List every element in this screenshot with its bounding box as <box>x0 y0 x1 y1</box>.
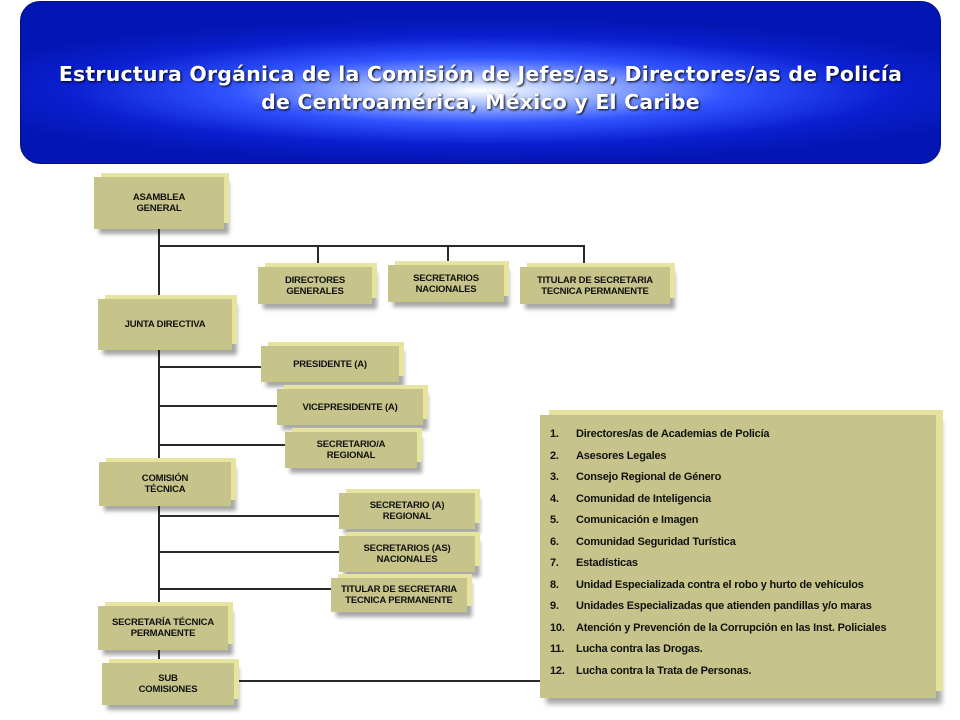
secretario-regional-box <box>285 432 417 468</box>
secretario-reg-label-2: REGIONAL <box>326 450 376 461</box>
drop-titular1 <box>583 245 585 267</box>
sec-nacionales2-label-2: NACIONALES <box>376 554 438 565</box>
sec-nacionales2-label-1: SECRETARIOS (AS) <box>363 543 451 554</box>
branch-sec-regional2 <box>159 515 339 517</box>
list-item: 11. Lucha contra las Drogas. <box>550 643 703 655</box>
list-item: 4. Comunidad de Inteligencia <box>550 492 711 505</box>
titular1-label-2: TECNICA PERMANENTE <box>541 285 649 297</box>
subcomisiones-list <box>540 415 936 685</box>
sec-regional2-label-1: SECRETARIO (A) <box>369 500 445 511</box>
asamblea-general-box <box>94 177 224 229</box>
secretarios-label-1: SECRETARIOS <box>413 272 479 284</box>
branch-secretario-reg <box>159 444 285 446</box>
top-branch-line <box>159 245 584 247</box>
secretario-regional-box-2 <box>339 493 475 529</box>
presidente-box <box>261 346 399 382</box>
list-item: 2. Asesores Legales <box>550 449 667 462</box>
comision-label-2: TÉCNICA <box>144 484 186 495</box>
title-line-1: Estructura Orgánica de la Comisión de Jefes/as, Directores/as de Policía <box>58 62 903 86</box>
branch-titular2 <box>159 588 331 590</box>
list-item: 7. Estadísticas <box>550 557 638 569</box>
drop-secretarios <box>447 245 449 265</box>
branch-subcomisiones <box>236 680 540 682</box>
drop-directores <box>317 245 319 267</box>
branch-vicepresidente <box>159 405 277 407</box>
subcomisiones-list-panel <box>540 415 936 698</box>
titular-secretaria-box-2 <box>331 578 467 612</box>
secretario-reg-label-1: SECRETARIO/A <box>316 439 386 450</box>
secretarios-label-2: NACIONALES <box>415 283 477 295</box>
junta-label: JUNTA DIRECTIVA <box>124 319 206 330</box>
secretarios-nacionales-box-2 <box>339 536 475 572</box>
branch-sec-nacionales2 <box>159 551 339 553</box>
list-item: 12. Lucha contra la Trata de Personas. <box>550 664 752 677</box>
comision-tecnica-box <box>99 462 231 506</box>
list-item: 5. Comunicación e Imagen <box>550 514 699 526</box>
comision-label-1: COMISIÓN <box>141 473 189 484</box>
directores-label-2: GENERALES <box>286 285 344 297</box>
sub-comisiones-box <box>102 663 234 705</box>
titular-secretaria-box-top <box>520 267 670 304</box>
page-title <box>21 60 940 116</box>
junta-directiva-box <box>98 299 232 350</box>
list-item: 8. Unidad Especializada contra el robo y hurto de vehículos <box>550 578 864 591</box>
title-banner <box>20 1 941 164</box>
branch-presidente <box>159 366 261 368</box>
list-item: 1. Directores/as de Academias de Policía <box>550 428 770 440</box>
list-item: 3. Consejo Regional de Género <box>550 471 722 483</box>
list-item: 6. Comunidad Seguridad Turística <box>550 535 736 548</box>
stp-label-1: SECRETARÍA TÉCNICA <box>112 617 214 628</box>
titular2-label-2: TECNICA PERMANENTE <box>345 595 453 606</box>
presidente-label: PRESIDENTE (A) <box>293 358 367 370</box>
title-line-2: de Centroamérica, México y El Caribe <box>261 90 700 114</box>
asamblea-label-2: GENERAL <box>136 203 182 214</box>
directores-generales-box <box>258 267 372 304</box>
sub-label-1: SUB <box>158 673 178 684</box>
titular1-label-1: TITULAR DE SECRETARIA <box>537 274 653 286</box>
secretarios-nacionales-box <box>388 265 504 302</box>
sec-regional2-label-2: REGIONAL <box>382 511 432 522</box>
list-item: 10. Atención y Prevención de la Corrupción en las Inst. Policiales <box>550 621 887 634</box>
stp-label-2: PERMANENTE <box>130 628 196 639</box>
list-item: 9. Unidades Especializadas que atienden pandillas y/o maras <box>550 600 872 612</box>
sub-label-2: COMISIONES <box>138 684 198 695</box>
titular2-label-1: TITULAR DE SECRETARIA <box>341 584 457 595</box>
secretaria-tecnica-permanente-box <box>98 606 228 650</box>
asamblea-label-1: ASAMBLEA <box>132 192 186 203</box>
directores-label-1: DIRECTORES <box>284 274 346 286</box>
vicepresidente-label: VICEPRESIDENTE (A) <box>302 401 398 413</box>
vicepresidente-box <box>277 389 423 425</box>
